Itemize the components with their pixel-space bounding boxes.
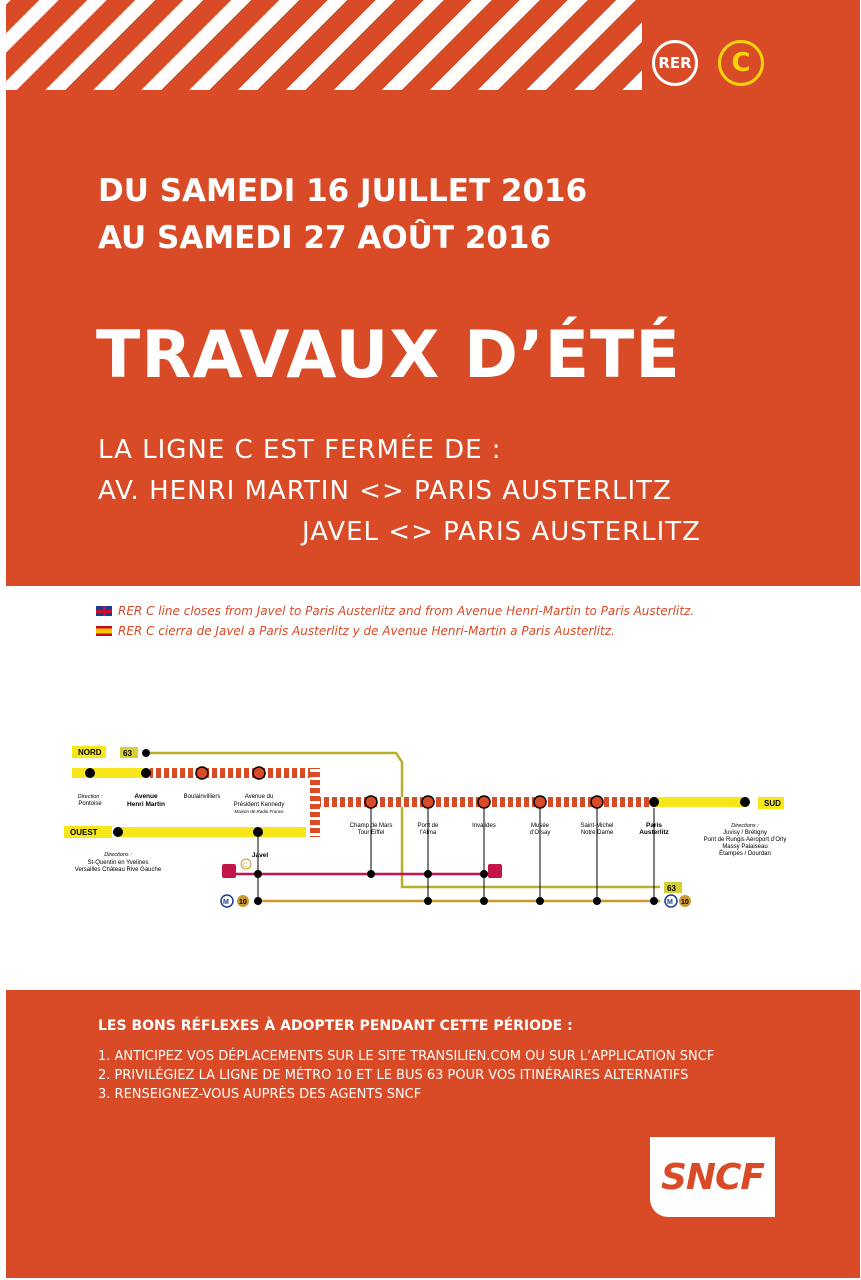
rer-logo-icon: RER	[652, 40, 698, 86]
station-label-javel: Javel	[251, 852, 269, 859]
station-label-henri-martin-2: Henri Martin	[127, 801, 165, 808]
station-label-alma-1: Pont de	[417, 823, 439, 829]
station-label-champ-2: Tour Eiffel	[357, 830, 385, 836]
station-label-invalides: Invalides	[472, 823, 496, 829]
station-label-kennedy-2: Président Kennedy	[233, 802, 285, 808]
replacement-bus-icon	[222, 864, 236, 878]
ouest-dir-0: Directions :	[104, 852, 132, 858]
page-title: TRAVAUX D’ÉTÉ	[96, 318, 681, 393]
station-label-orsay-1: Musée	[530, 823, 550, 829]
uk-flag-icon	[96, 606, 112, 616]
station-label-austerlitz-2: Austerlitz	[639, 829, 669, 836]
station-pontoise	[85, 768, 95, 778]
sud-label: SUD	[764, 799, 781, 808]
bus-63-label: 63	[123, 749, 132, 758]
metro-10-label-end: 10	[681, 899, 689, 906]
note-spanish: RER C cierra de Javel a Paris Austerlitz y de Avenue Henri-Martin a Paris Austerlitz.	[96, 621, 694, 641]
metro-10-label: 10	[239, 899, 247, 906]
station-label-champ-1: Champ de Mars	[349, 823, 393, 829]
station-label-alma-2: l’Alma	[419, 830, 437, 836]
line-c-icon: C	[718, 40, 764, 86]
station-label-stmichel-2: Notre Dame	[580, 830, 614, 836]
closure-section-2: JAVEL <> PARIS AUSTERLITZ	[302, 517, 701, 547]
line-map	[60, 740, 800, 980]
sud-dir-0: Directions :	[731, 823, 759, 829]
header-panel	[6, 0, 860, 586]
tip-item: 2. PRIVILÉGIEZ LA LIGNE DE MÉTRO 10 ET LE BUS 63 POUR VOS ITINÉRAIRES ALTERNATIFS	[98, 1068, 689, 1083]
station-label-pontoise: Pontoise	[78, 801, 102, 807]
station-henri-martin	[141, 768, 151, 778]
sud-dir-4: Étampes / Dourdan	[719, 851, 771, 857]
bus-63-label-end: 63	[667, 884, 676, 893]
station-label-kennedy-1: Avenue du	[244, 794, 274, 800]
station-label-henri-martin-1: Avenue	[134, 793, 158, 800]
station-austerlitz	[649, 797, 659, 807]
tips-list	[98, 1047, 714, 1104]
segment-sud	[656, 797, 748, 807]
station-label-stmichel-1: Saint-Michel	[580, 823, 614, 829]
metro-icon-end-label: M	[667, 899, 673, 906]
closed-station-saint-michel	[591, 796, 603, 808]
rer-c-mini-label: C	[243, 863, 248, 869]
closed-station-alma	[422, 796, 434, 808]
closed-station-boulainvilliers	[196, 767, 208, 779]
spain-flag-icon	[96, 626, 112, 636]
metro-icon-label: M	[223, 899, 229, 906]
pontoise-direction: Direction :	[77, 794, 103, 800]
station-label-austerlitz-1: Paris	[646, 822, 662, 829]
date-end: AU SAMEDI 27 AOÛT 2016	[98, 220, 552, 256]
ouest-dir-1: St-Quentin en Yvelines	[87, 860, 149, 866]
sncf-logo: SNCF	[650, 1137, 775, 1217]
replacement-bus-icon-east	[488, 864, 502, 878]
closure-notice	[98, 430, 701, 553]
closed-station-kennedy	[253, 767, 265, 779]
translation-notes	[96, 601, 694, 641]
closed-station-invalides	[478, 796, 490, 808]
station-label-boulainvilliers: Boulainvilliers	[183, 794, 221, 800]
station-ouest-end	[113, 827, 123, 837]
closed-station-orsay	[534, 796, 546, 808]
segment-ouest	[116, 827, 306, 837]
station-label-orsay-2: d’Orsay	[529, 830, 551, 836]
sud-dir-2: Pont de Rungis Aéroport d’Orly	[703, 837, 787, 843]
closed-segment-javel	[310, 797, 320, 837]
tip-item: 3. RENSEIGNEZ-VOUS AUPRÈS DES AGENTS SNCF	[98, 1087, 422, 1102]
sud-dir-1: Juvisy / Brétigny	[723, 830, 767, 836]
closed-station-champ-de-mars	[365, 796, 377, 808]
station-sud-end	[740, 797, 750, 807]
warning-stripes	[6, 0, 642, 90]
station-javel	[253, 827, 263, 837]
ouest-label: OUEST	[70, 828, 98, 837]
closed-segment-north	[150, 768, 312, 778]
closure-section-1: AV. HENRI MARTIN <> PARIS AUSTERLITZ	[98, 476, 672, 506]
tips-panel	[6, 990, 860, 1278]
segment-pontoise	[72, 768, 148, 778]
date-start: DU SAMEDI 16 JUILLET 2016	[98, 173, 588, 209]
ouest-dir-2: Versailles Château Rive Gauche	[74, 867, 162, 873]
closure-intro: LA LIGNE C EST FERMÉE DE :	[98, 435, 502, 465]
note-english: RER C line closes from Javel to Paris Austerlitz and from Avenue Henri-Martin to Paris Austerlitz.	[96, 601, 694, 621]
date-range	[98, 168, 587, 262]
station-label-kennedy-3: Maison de Radio France	[234, 809, 284, 814]
nord-label: NORD	[78, 748, 102, 757]
tips-heading: LES BONS RÉFLEXES À ADOPTER PENDANT CETTE PÉRIODE :	[98, 1018, 573, 1034]
tip-item: 1. ANTICIPEZ VOS DÉPLACEMENTS SUR LE SITE TRANSILIEN.COM OU SUR L’APPLICATION SNCF	[98, 1049, 715, 1064]
sud-dir-3: Massy Palaiseau	[722, 844, 768, 850]
bus-stop-henri-martin	[142, 749, 150, 757]
